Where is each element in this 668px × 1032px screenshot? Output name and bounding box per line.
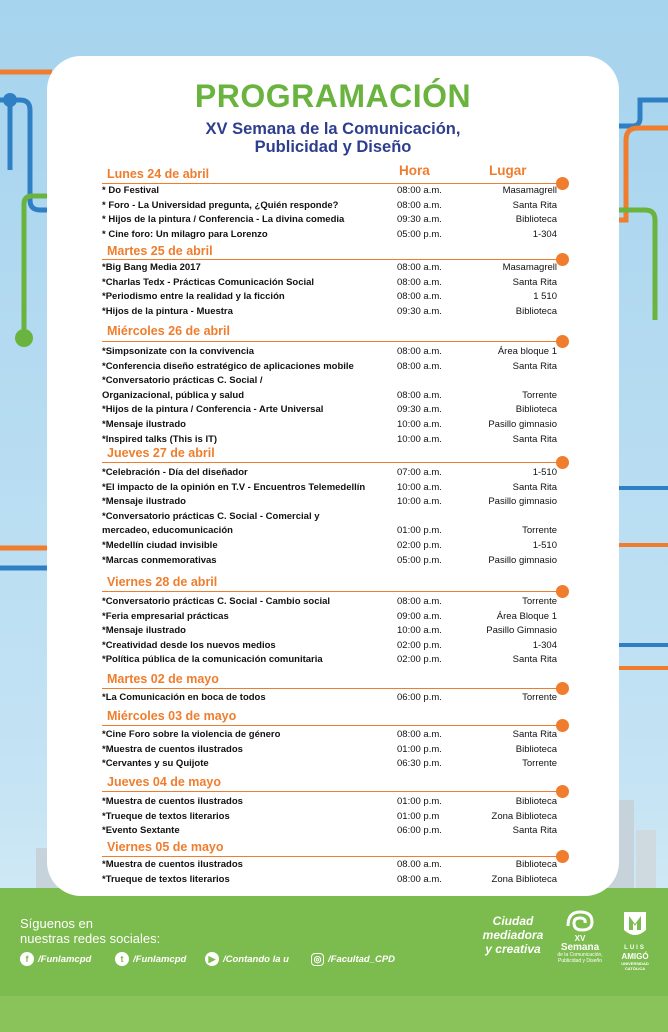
semana-swirl-icon [562, 908, 598, 934]
schedule-row [0, 291, 668, 305]
event-name: *Cine Foro sobre la violencia de género [102, 729, 281, 740]
event-time: 01:00 p.m. [397, 743, 442, 755]
event-place: Santa Rita [512, 481, 557, 493]
event-place: Pasillo gimnasio [488, 496, 557, 508]
event-name: *Política pública de la comunicación comunitaria [102, 654, 323, 666]
follow-us-line-1: Síguenos en [20, 916, 94, 931]
event-time: 06:30 p.m. [397, 758, 442, 770]
event-name: * Cine foro: Un milagro para Lorenzo [102, 228, 268, 240]
event-name: *Trueque de textos literarios [102, 810, 230, 822]
day-divider [102, 462, 561, 463]
amigo-crest-icon [622, 910, 648, 940]
event-place: Torrente [522, 596, 557, 607]
schedule-row [0, 692, 668, 706]
event-time: 08:00 a.m. [397, 276, 442, 288]
schedule-row [0, 229, 668, 243]
event-time: 10:00 a.m. [397, 433, 442, 445]
event-name: *Trueque de textos literarios [102, 873, 230, 885]
schedule-row [0, 496, 668, 510]
event-time: 08:00 a.m. [397, 360, 442, 372]
event-place: Torrente [522, 389, 557, 401]
day-divider [102, 856, 561, 857]
event-time: 09:30 a.m. [397, 404, 442, 416]
event-place: Santa Rita [512, 276, 557, 288]
event-place: 1-304 [532, 639, 557, 651]
event-time: 08:00 a.m. [397, 185, 442, 196]
day-divider [102, 725, 561, 726]
event-place: Zona Biblioteca [491, 873, 557, 885]
event-place: Santa Rita [512, 360, 557, 372]
event-place: Torrente [522, 692, 557, 703]
schedule-row [0, 654, 668, 668]
day-heading: Martes 02 de mayo [107, 672, 219, 686]
event-name: *Hijos de la pintura - Muestra [102, 305, 233, 317]
social-twitter-label: /Funlamcpd [133, 953, 187, 965]
event-time: 06:00 p.m. [397, 825, 442, 837]
day-heading: Miércoles 03 de mayo [107, 709, 237, 723]
event-place: Torrente [522, 758, 557, 770]
event-time: 08:00 a.m. [397, 291, 442, 303]
event-name: *Creatividad desde los nuevos medios [102, 639, 276, 651]
schedule-row [0, 511, 668, 525]
event-name: *Inspired talks (This is IT) [102, 433, 218, 445]
event-time: 09:00 a.m. [397, 610, 442, 622]
event-place: Biblioteca [515, 214, 557, 226]
event-name: *Conferencia diseño estratégico de aplicaciones mobile [102, 360, 354, 372]
column-header-hora: Hora [399, 163, 430, 178]
ground-strip [0, 996, 668, 1032]
day-heading: Lunes 24 de abril [107, 167, 210, 181]
event-place: Pasillo gimnasio [488, 419, 557, 430]
schedule-row [0, 200, 668, 214]
event-place: 1-510 [532, 467, 557, 478]
schedule-row [0, 796, 668, 810]
event-place: Biblioteca [515, 859, 557, 870]
social-instagram-label: /Facultad_CPD [328, 953, 396, 965]
schedule-row [0, 262, 668, 276]
event-name: * Hijos de la pintura / Conferencia - La divina comedia [102, 214, 345, 226]
semana-comunicacion-logo: XV Semana de la Comunicación, Publicidad y Diseño [550, 908, 610, 964]
event-place: Torrente [522, 525, 557, 537]
day-divider [102, 341, 561, 342]
schedule-row [0, 811, 668, 825]
schedule-row [0, 825, 668, 839]
schedule-row [0, 758, 668, 772]
event-time: 05:00 p.m. [397, 554, 442, 566]
day-divider [102, 183, 561, 184]
event-time: 01:00 p.m. [397, 796, 442, 807]
schedule-row [0, 434, 668, 448]
event-time: 08:00 a.m. [397, 262, 442, 273]
schedule-row [0, 346, 668, 360]
schedule-row [0, 744, 668, 758]
event-name: *Muestra de cuentos ilustrados [102, 796, 243, 807]
event-time: 01:00 p.m [397, 810, 440, 822]
social-facebook-label: /Funlamcpd [38, 953, 92, 965]
schedule-row [0, 361, 668, 375]
event-time: 02:00 p.m. [397, 639, 442, 651]
schedule-row [0, 185, 668, 199]
column-header-lugar: Lugar [489, 163, 527, 178]
event-time: 06:00 p.m. [397, 692, 442, 703]
event-time: 08:00 a.m. [397, 729, 442, 740]
event-place: Santa Rita [512, 825, 557, 837]
event-name: *Mensaje ilustrado [102, 496, 186, 508]
day-heading: Jueves 04 de mayo [107, 775, 221, 789]
event-name: *Periodismo entre la realidad y la ficción [102, 291, 285, 303]
event-time: 02:00 p.m. [397, 654, 442, 666]
event-place: 1 510 [533, 291, 557, 303]
event-place: Biblioteca [515, 404, 557, 416]
social-facebook[interactable] [20, 951, 91, 967]
event-time: 01:00 p.m. [397, 525, 442, 537]
event-name: *Mensaje ilustrado [102, 419, 186, 430]
day-heading: Jueves 27 de abril [107, 446, 215, 460]
event-time: 08:00 a.m. [397, 346, 442, 357]
event-name: *Charlas Tedx - Prácticas Comunicación Social [102, 276, 315, 288]
day-divider [102, 688, 561, 689]
event-time: 09:30 a.m. [397, 214, 442, 226]
event-place: Zona Biblioteca [491, 810, 557, 822]
schedule-row [0, 625, 668, 639]
event-time: 02:00 p.m. [397, 540, 442, 551]
social-youtube[interactable] [205, 951, 289, 967]
event-name: *Muestra de cuentos ilustrados [102, 859, 243, 870]
event-name: *Hijos de la pintura / Conferencia - Arte Universal [102, 404, 324, 416]
schedule-row [0, 640, 668, 654]
day-heading: Martes 25 de abril [107, 244, 213, 258]
schedule-row [0, 859, 668, 873]
event-name: mercadeo, educomunicación [102, 525, 233, 537]
event-name: *Medellín ciudad invisible [102, 540, 218, 551]
event-place: Biblioteca [515, 796, 557, 807]
event-time: 08.00 a.m. [397, 859, 442, 870]
event-place: Pasillo Gimnasio [486, 625, 557, 637]
day-heading: Miércoles 26 de abril [107, 324, 230, 338]
schedule-row [0, 306, 668, 320]
schedule-row [0, 390, 668, 404]
social-instagram[interactable] [311, 951, 395, 967]
event-name: *Conversatorio prácticas C. Social / [102, 375, 263, 387]
instagram-icon: ◎ [311, 953, 324, 966]
schedule-row [0, 555, 668, 569]
event-place: Santa Rita [512, 729, 557, 740]
event-place: Pasillo gimnasio [488, 554, 557, 566]
event-time: 08:00 a.m. [397, 389, 442, 401]
event-name: *El impacto de la opinión en T.V - Encuentros Telemedellín [102, 481, 366, 493]
schedule-row [0, 596, 668, 610]
day-divider [102, 791, 561, 792]
event-place: Santa Rita [512, 199, 557, 211]
day-heading: Viernes 28 de abril [107, 575, 218, 589]
event-name: *Marcas conmemorativas [102, 554, 217, 566]
event-time: 10:00 a.m. [397, 496, 442, 508]
schedule-row [0, 375, 668, 389]
facebook-icon: f [20, 952, 34, 966]
event-name: *Conversatorio prácticas C. Social - Comercial y [102, 510, 320, 522]
event-name: *Evento Sextante [102, 825, 180, 837]
event-place: Biblioteca [515, 305, 557, 317]
event-name: *Mensaje ilustrado [102, 625, 186, 637]
day-divider [102, 259, 561, 260]
event-time: 08:00 a.m. [397, 199, 442, 211]
social-twitter[interactable] [115, 951, 186, 967]
event-time: 08:00 a.m. [397, 873, 442, 885]
schedule-row [0, 277, 668, 291]
event-name: *Big Bang Media 2017 [102, 262, 201, 273]
event-name: *La Comunicación en boca de todos [102, 692, 266, 703]
subtitle-line-2: Publicidad y Diseño [254, 138, 412, 156]
event-time: 10:00 a.m. [397, 419, 442, 430]
event-place: Área Bloque 1 [496, 610, 557, 622]
day-heading: Viernes 05 de mayo [107, 840, 224, 854]
page-title: PROGRAMACIÓN [194, 78, 472, 114]
event-name: *Celebración - Día del diseñador [102, 467, 248, 478]
schedule-row [0, 419, 668, 433]
event-place: 1-304 [532, 228, 557, 240]
event-place: Masamagrell [502, 185, 557, 196]
universidad-amigo-logo: LUIS AMIGÓ UNIVERSIDAD CATÓLICA [616, 910, 654, 971]
schedule-row [0, 611, 668, 625]
event-time: 05:00 p.m. [397, 228, 442, 240]
event-time: 10:00 a.m. [397, 625, 442, 637]
event-place: Santa Rita [512, 654, 557, 666]
event-place: Biblioteca [515, 743, 557, 755]
day-divider [102, 591, 561, 592]
event-name: *Conversatorio prácticas C. Social - Cambio social [102, 596, 331, 607]
schedule-row [0, 467, 668, 481]
social-youtube-label: /Contando la u [223, 953, 289, 965]
follow-us-line-2: nuestras redes sociales: [20, 931, 161, 946]
event-time: 09:30 a.m. [397, 305, 442, 317]
event-time: 07:00 a.m. [397, 467, 442, 478]
ciudad-mediadora-logo: Ciudad mediadora y creativa [482, 914, 544, 956]
event-place: Santa Rita [512, 433, 557, 445]
schedule-row [0, 214, 668, 228]
twitter-icon: t [115, 952, 129, 966]
event-name: *Simpsonizate con la convivencia [102, 346, 255, 357]
event-time: 10:00 a.m. [397, 481, 442, 493]
event-place: 1-510 [532, 540, 557, 551]
schedule-row [0, 729, 668, 743]
event-place: Masamagrell [502, 262, 557, 273]
event-place: Área bloque 1 [497, 346, 557, 357]
event-name: * Foro - La Universidad pregunta, ¿Quién responde? [102, 199, 339, 211]
event-name: *Feria empresarial prácticas [102, 610, 229, 622]
event-name: *Cervantes y su Quijote [102, 758, 209, 770]
schedule-row [0, 540, 668, 554]
schedule-row [0, 874, 668, 888]
event-name: *Muestra de cuentos ilustrados [102, 743, 243, 755]
subtitle-line-1: XV Semana de la Comunicación, [205, 120, 461, 138]
event-time: 08:00 a.m. [397, 596, 442, 607]
event-name: * Do Festival [102, 185, 160, 196]
schedule-row [0, 404, 668, 418]
event-name: Organizacional, pública y salud [102, 389, 245, 401]
youtube-icon: ▶ [205, 952, 219, 966]
schedule-row [0, 482, 668, 496]
schedule-row [0, 525, 668, 539]
